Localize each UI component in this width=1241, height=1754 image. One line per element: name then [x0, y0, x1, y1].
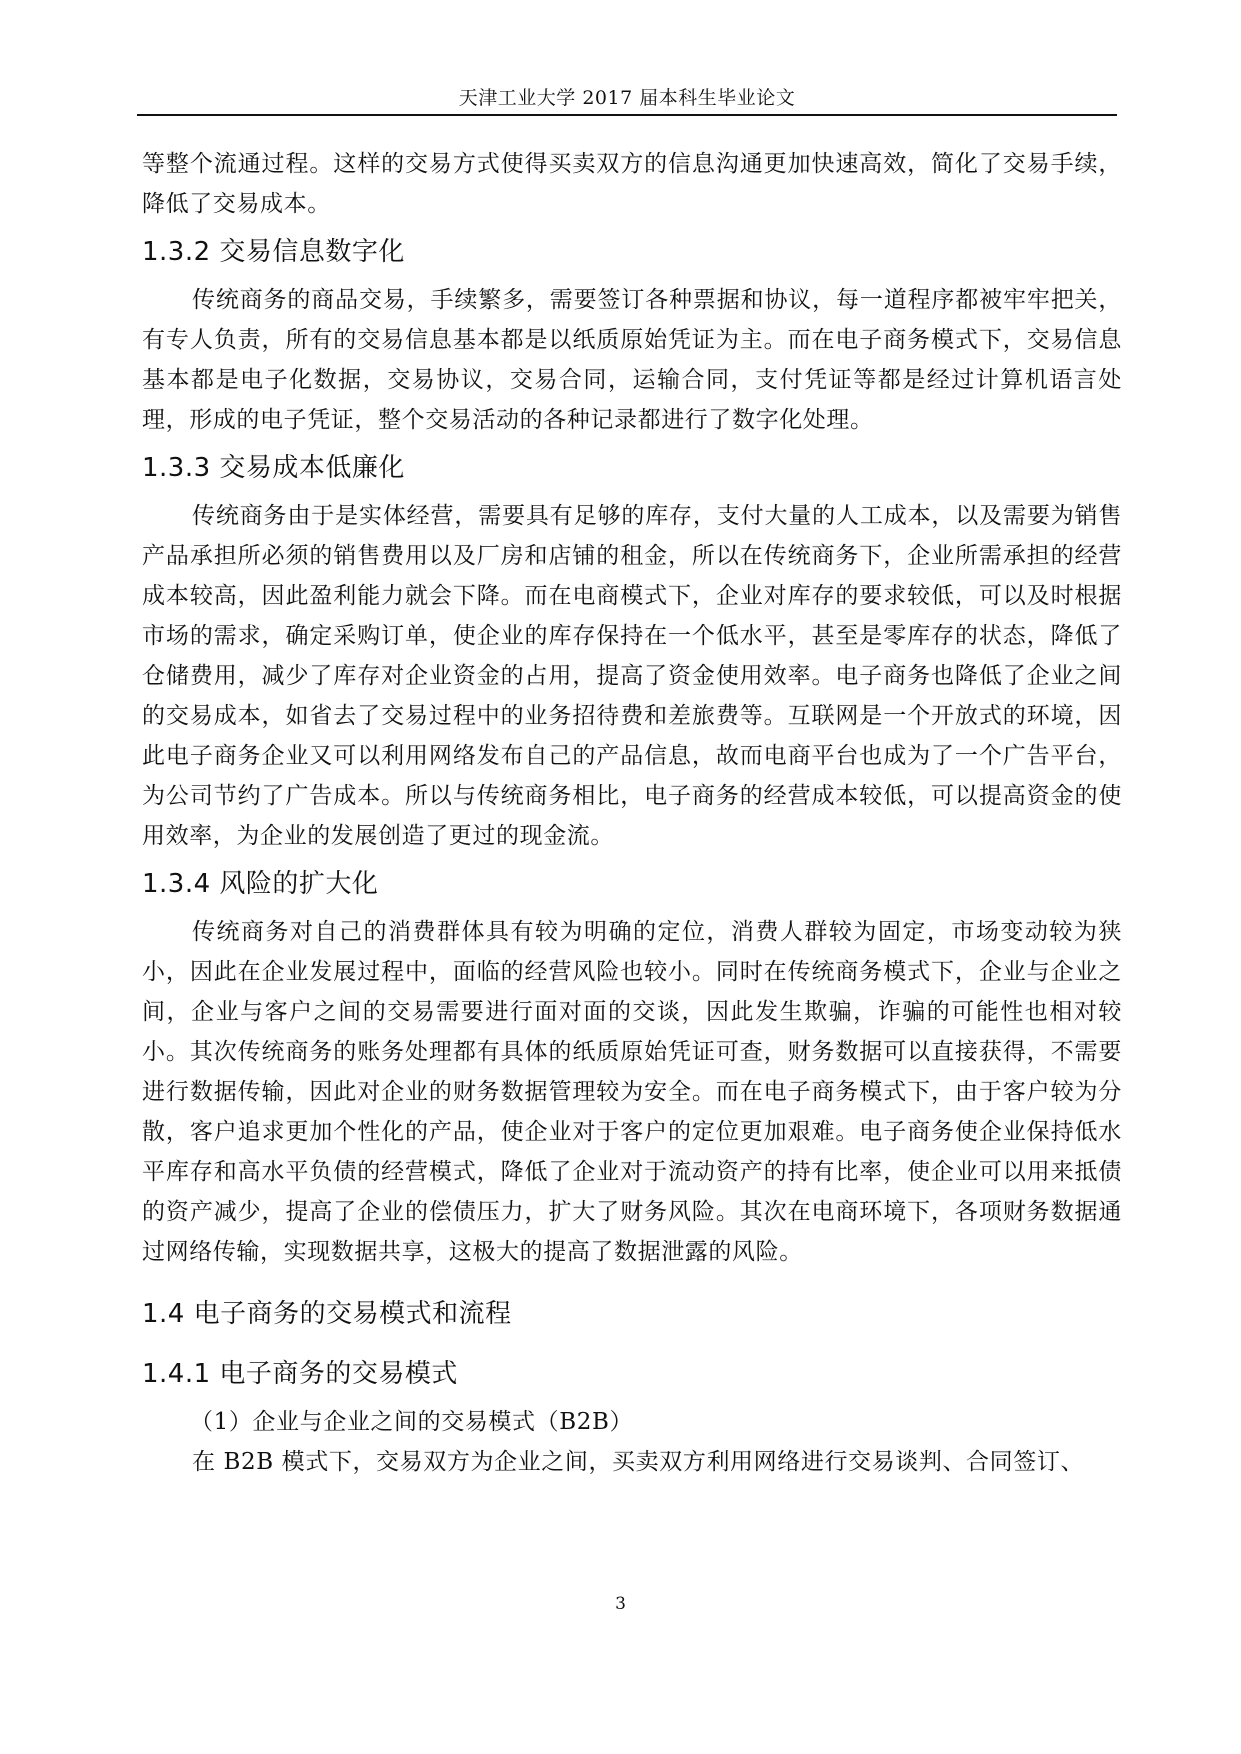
paragraph-1-3-2: 传统商务的商品交易，手续繁多，需要签订各种票据和协议，每一道程序都被牢牢把关，有专人负责，所有的交易信息基本都是以纸质原始凭证为主。而在电子商务模式下，交易信息基本都是电子化数据，交易协议，交易合同，运输合同，支付凭证等都是经过计算机语言处理，形成的电子凭证，整个交易活动的各种记录都进行了数字化处理。 [142, 287, 1122, 433]
page-number: 3 [615, 1594, 626, 1614]
heading-1-3-2: 1.3.2 交易信息数字化 [142, 237, 405, 267]
body-content [142, 144, 1122, 1482]
heading-1-4: 1.4 电子商务的交易模式和流程 [142, 1299, 512, 1329]
running-header: 天津工业大学 2017 届本科生毕业论文 [458, 87, 796, 109]
heading-1-3-3: 1.3.3 交易成本低廉化 [142, 453, 405, 483]
paragraph-1-3-3: 传统商务由于是实体经营，需要具有足够的库存，支付大量的人工成本，以及需要为销售产品承担所必须的销售费用以及厂房和店铺的租金，所以在传统商务下，企业所需承担的经营成本较高，因此盈利能力就会下降。而在电商模式下，企业对库存的要求较低，可以及时根据市场的需求，确定采购订单，使企业的库存保持在一个低水平，甚至是零库存的状态，降低了仓储费用，减少了库存对企业资金的占用，提高了资金使用效率。电子商务也降低了企业之间的交易成本，如省去了交易过程中的业务招待费和差旅费等。互联网是一个开放式的环境，因此电子商务企业又可以利用网络发布自己的产品信息，故而电商平台也成为了一个广告平台，为公司节约了广告成本。所以与传统商务相比，电子商务的经营成本较低，可以提高资金的使用效率，为企业的发展创造了更过的现金流。 [142, 503, 1122, 849]
paragraph-continued: 等整个流通过程。这样的交易方式使得买卖双方的信息沟通更加快速高效，简化了交易手续，降低了交易成本。 [142, 151, 1122, 217]
header-divider [137, 114, 1117, 116]
paragraph-1-3-4: 传统商务对自己的消费群体具有较为明确的定位，消费人群较为固定，市场变动较为狭小，因此在企业发展过程中，面临的经营风险也较小。同时在传统商务模式下，企业与企业之间，企业与客户之间的交易需要进行面对面的交谈，因此发生欺骗，诈骗的可能性也相对较小。其次传统商务的账务处理都有具体的纸质原始凭证可查，财务数据可以直接获得，不需要进行数据传输，因此对企业的财务数据管理较为安全。而在电子商务模式下，由于客户较为分散，客户追求更加个性化的产品，使企业对于客户的定位更加艰难。电子商务使企业保持低水平库存和高水平负债的经营模式，降低了企业对于流动资产的持有比率，使企业可以用来抵债的资产减少，提高了企业的偿债压力，扩大了财务风险。其次在电商环境下，各项财务数据通过网络传输，实现数据共享，这极大的提高了数据泄露的风险。 [142, 919, 1122, 1265]
heading-1-3-4: 1.3.4 风险的扩大化 [142, 869, 379, 899]
paragraph-b2b: 在 B2B 模式下，交易双方为企业之间，买卖双方利用网络进行交易谈判、合同签订、 [192, 1449, 1085, 1475]
heading-1-4-1: 1.4.1 电子商务的交易模式 [142, 1359, 458, 1389]
list-item-b2b: （1）企业与企业之间的交易模式（B2B） [190, 1409, 634, 1435]
